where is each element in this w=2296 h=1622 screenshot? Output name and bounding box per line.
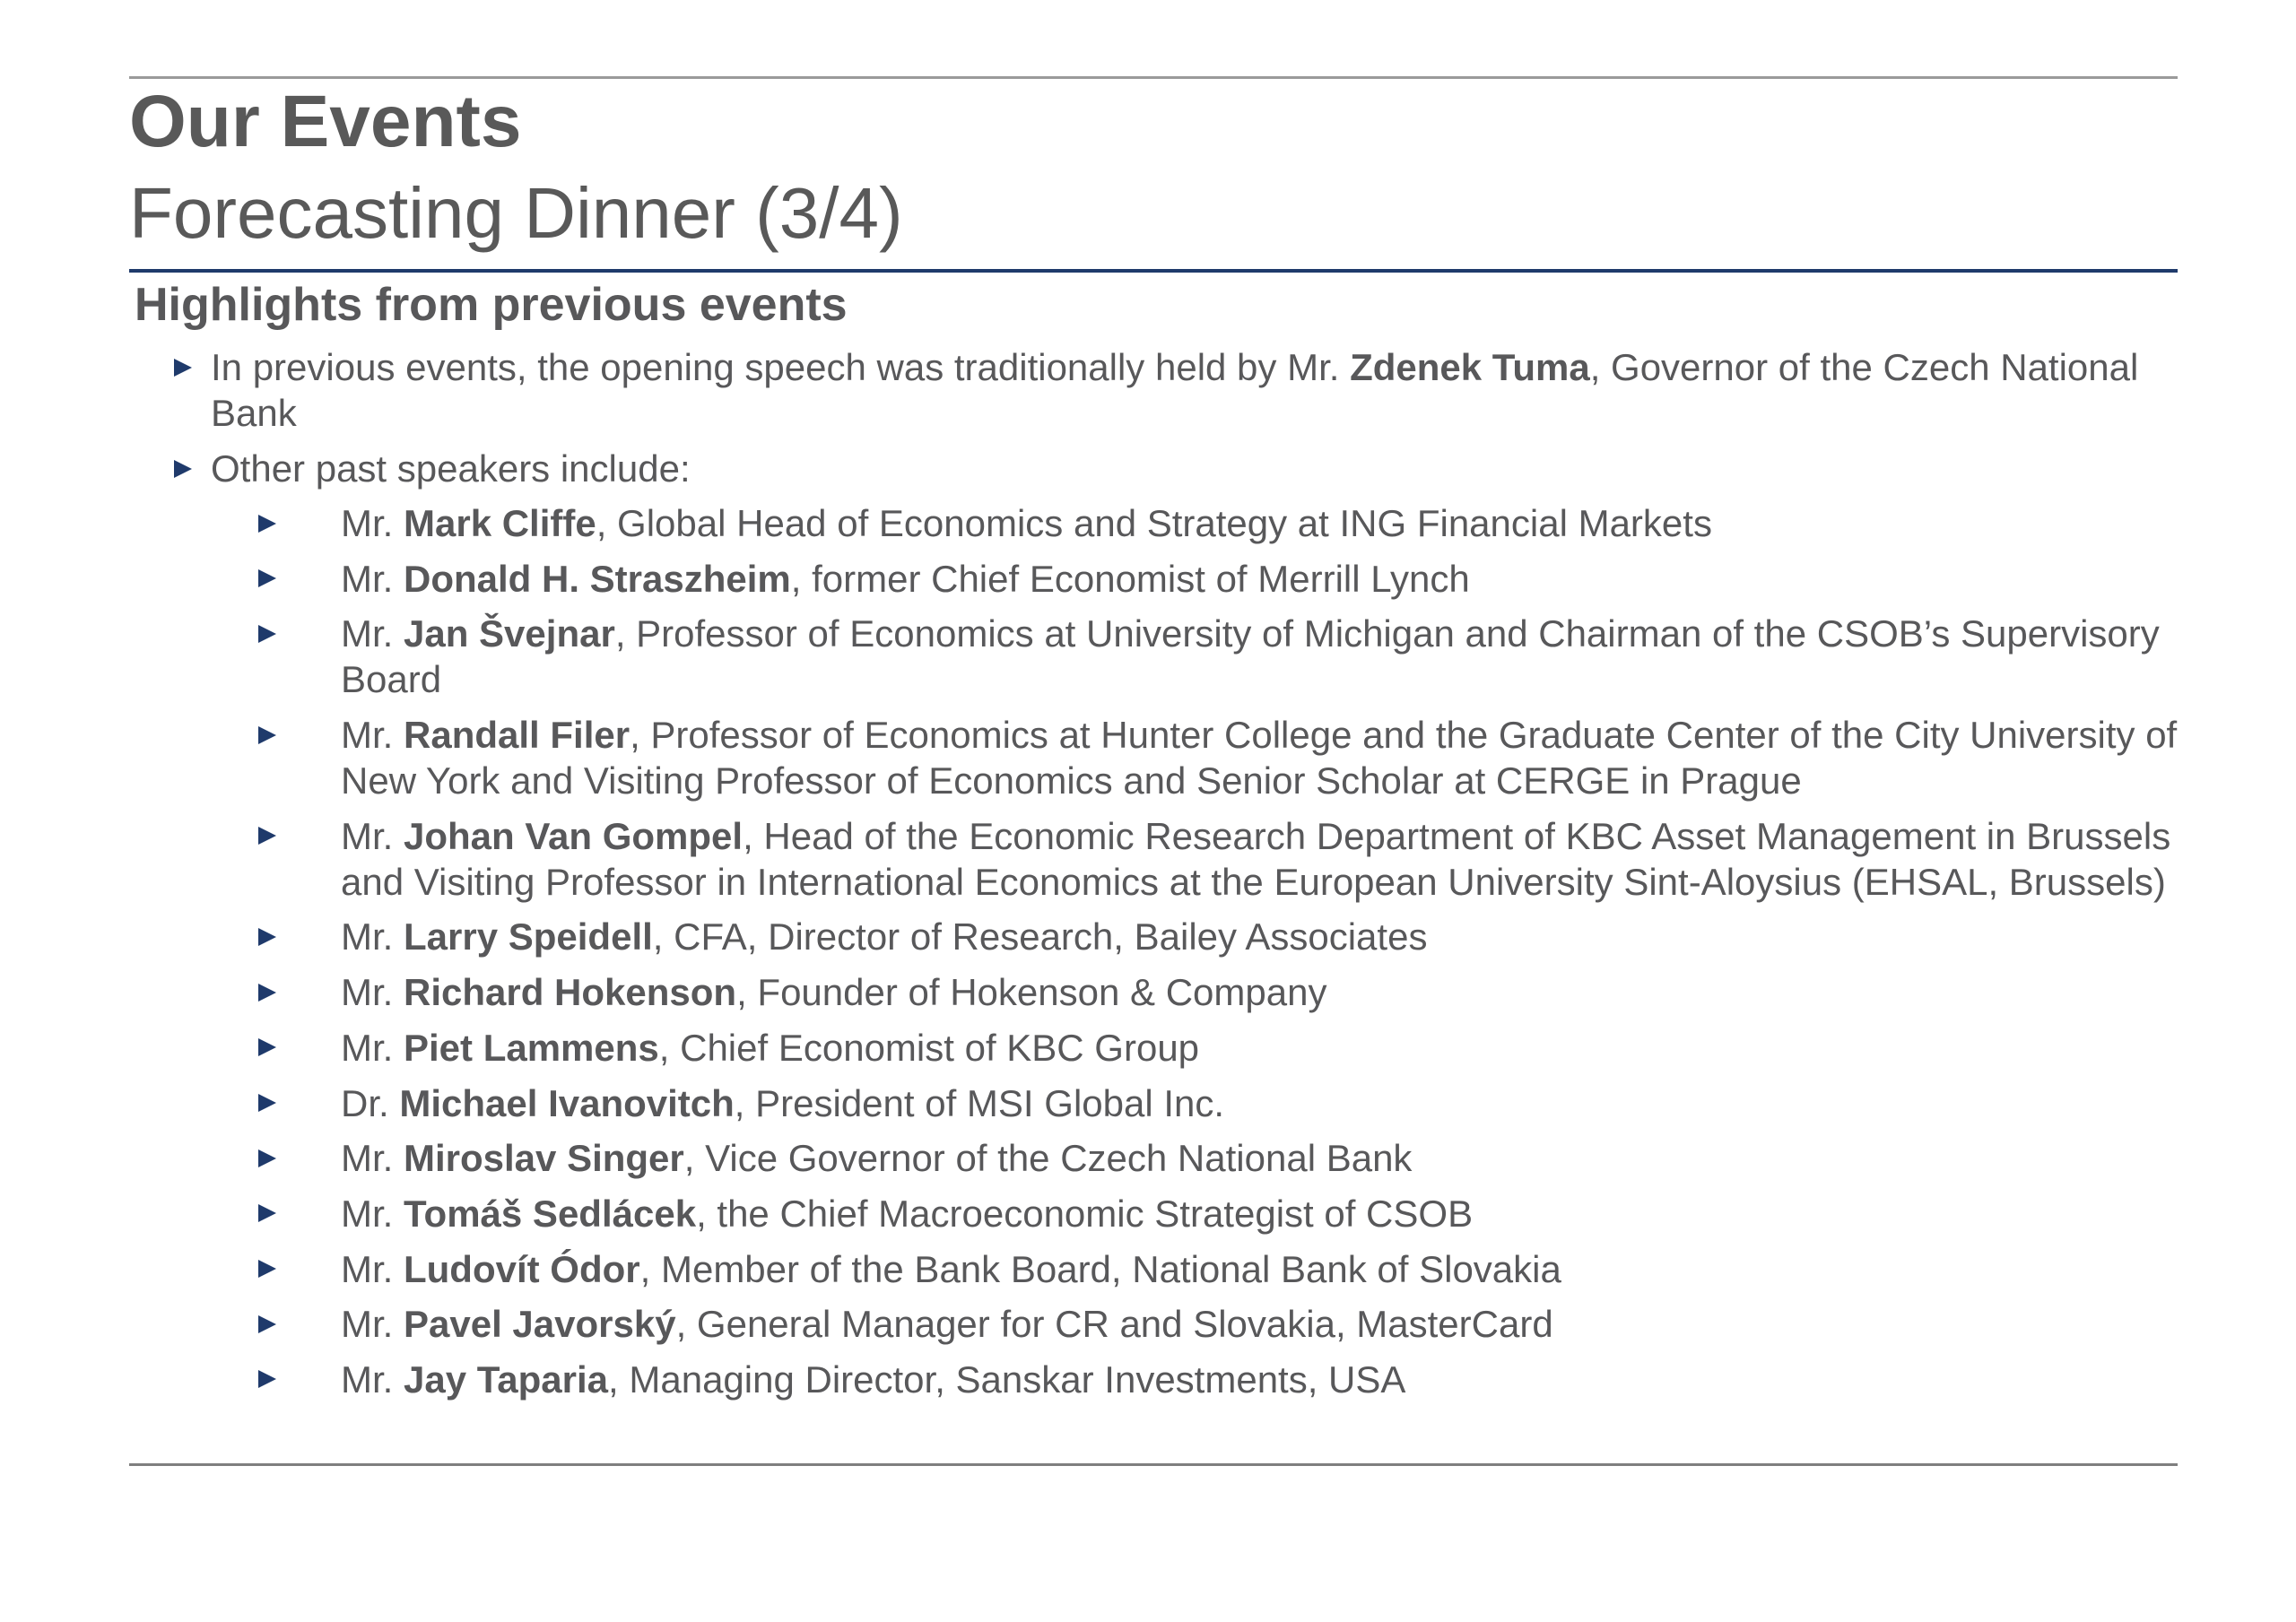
speaker-name: Mark Cliffe — [404, 502, 596, 544]
speaker-item — [129, 1080, 2183, 1126]
speaker-title: Mr. — [341, 1247, 404, 1290]
speaker-item — [129, 1246, 2183, 1292]
bullet-arrow-icon — [258, 1357, 276, 1402]
page-title: Our Events — [129, 81, 522, 162]
bullet-arrow-icon — [258, 1025, 276, 1071]
speaker-title: Mr. — [341, 1357, 404, 1401]
speaker-description: , Global Head of Economics and Strategy at ING Financial Markets — [596, 502, 1712, 544]
bullet-arrow-icon — [258, 1191, 276, 1236]
speaker-name: Donald H. Straszheim — [404, 557, 791, 600]
speaker-description: , Vice Governor of the Czech National Bank — [683, 1137, 1413, 1180]
speaker-description: , Head of the Economic Research Department of KBC Asset Management in Brussels and Visiting Professor in International Economics at the European University Sint-Aloysius (EHSAL, Brussels) — [341, 814, 2171, 903]
speaker-name: Larry Speidell — [404, 915, 653, 958]
speaker-item — [129, 712, 2183, 803]
speaker-title: Mr. — [341, 502, 404, 544]
speaker-description: , Chief Economist of KBC Group — [658, 1026, 1200, 1069]
speaker-list — [129, 500, 2183, 1412]
bullet-arrow-icon — [258, 1246, 276, 1292]
speaker-name: Piet Lammens — [404, 1026, 659, 1069]
speaker-name: Ludovít Ódor — [404, 1247, 640, 1290]
speaker-item — [129, 1357, 2183, 1402]
speaker-description: , Professor of Economics at Hunter College and the Graduate Center of the City University of New York and Visiting Professor of Economics and Senior Scholar at CERGE in Prague — [341, 714, 2178, 802]
speaker-name: Tomáš Sedlácek — [404, 1192, 697, 1235]
page-subtitle: Forecasting Dinner (3/4) — [129, 173, 903, 253]
intro-bullet — [129, 344, 2183, 436]
speaker-description: , Founder of Hokenson & Company — [736, 971, 1327, 1014]
speaker-description: , Member of the Bank Board, National Bank of Slovakia — [639, 1247, 1561, 1290]
speaker-name: Jay Taparia — [404, 1357, 609, 1401]
bullet-arrow-icon — [258, 1135, 276, 1181]
speaker-title: Mr. — [341, 971, 404, 1014]
speaker-title: Dr. — [341, 1081, 400, 1124]
bullet-arrow-icon — [258, 556, 276, 602]
bullet-arrow-icon — [258, 969, 276, 1015]
speaker-name: Randall Filer — [404, 714, 631, 757]
speaker-description: , the Chief Macroeconomic Strategist of CSOB — [696, 1192, 1474, 1235]
speaker-item — [129, 813, 2183, 905]
intro-suffix: , Governor of the Czech National Bank — [211, 346, 2139, 434]
speaker-name: Pavel Javorský — [404, 1303, 676, 1346]
speaker-name: Johan Van Gompel — [404, 814, 744, 857]
speaker-title: Mr. — [341, 915, 404, 958]
speaker-title: Mr. — [341, 1192, 404, 1235]
speaker-title: Mr. — [341, 557, 404, 600]
bullet-arrow-icon — [258, 1080, 276, 1126]
speaker-title: Mr. — [341, 814, 404, 857]
intro-speaker-name: Zdenek Tuma — [1350, 346, 1590, 388]
speaker-item — [129, 500, 2183, 546]
speaker-item — [129, 556, 2183, 602]
intro-prefix: In previous events, the opening speech was traditionally held by Mr. — [211, 346, 1351, 388]
speaker-title: Mr. — [341, 1026, 404, 1069]
speaker-description: , President of MSI Global Inc. — [734, 1081, 1225, 1124]
speaker-item — [129, 1025, 2183, 1071]
bullet-arrow-icon — [174, 446, 203, 491]
speaker-description: , General Manager for CR and Slovakia, MasterCard — [675, 1303, 1553, 1346]
speaker-item — [129, 969, 2183, 1015]
bullet-arrow-icon — [258, 813, 276, 859]
bottom-divider — [129, 1463, 2178, 1466]
bullet-arrow-icon — [258, 712, 276, 758]
speaker-item — [129, 1301, 2183, 1347]
speaker-name: Miroslav Singer — [404, 1137, 684, 1180]
speaker-name: Richard Hokenson — [404, 971, 737, 1014]
speaker-title: Mr. — [341, 714, 404, 757]
speaker-description: , Professor of Economics at University of Michigan and Chairman of the CSOB’s Supervisory Board — [341, 612, 2160, 701]
speaker-title: Mr. — [341, 1303, 404, 1346]
speaker-name: Michael Ivanovitch — [399, 1081, 735, 1124]
bullet-arrow-icon — [258, 500, 276, 546]
speaker-title: Mr. — [341, 612, 404, 655]
speaker-name: Jan Švejnar — [404, 612, 615, 655]
speaker-item — [129, 1191, 2183, 1236]
bullet-arrow-icon — [258, 914, 276, 959]
speaker-item — [129, 1135, 2183, 1181]
speaker-item — [129, 611, 2183, 702]
others-bullet — [129, 446, 2183, 491]
others-label: Other past speakers include: — [211, 447, 691, 490]
bullet-arrow-icon — [258, 611, 276, 656]
section-heading: Highlights from previous events — [135, 279, 848, 331]
speaker-description: , CFA, Director of Research, Bailey Associates — [652, 915, 1428, 958]
intro-text — [211, 344, 2183, 436]
speaker-title: Mr. — [341, 1137, 404, 1180]
bullet-arrow-icon — [174, 344, 203, 390]
speaker-description: , former Chief Economist of Merrill Lynch — [790, 557, 1470, 600]
title-underline — [129, 269, 2178, 273]
speaker-description: , Managing Director, Sanskar Investments, USA — [608, 1357, 1406, 1401]
speaker-item — [129, 914, 2183, 959]
bullet-arrow-icon — [258, 1301, 276, 1347]
